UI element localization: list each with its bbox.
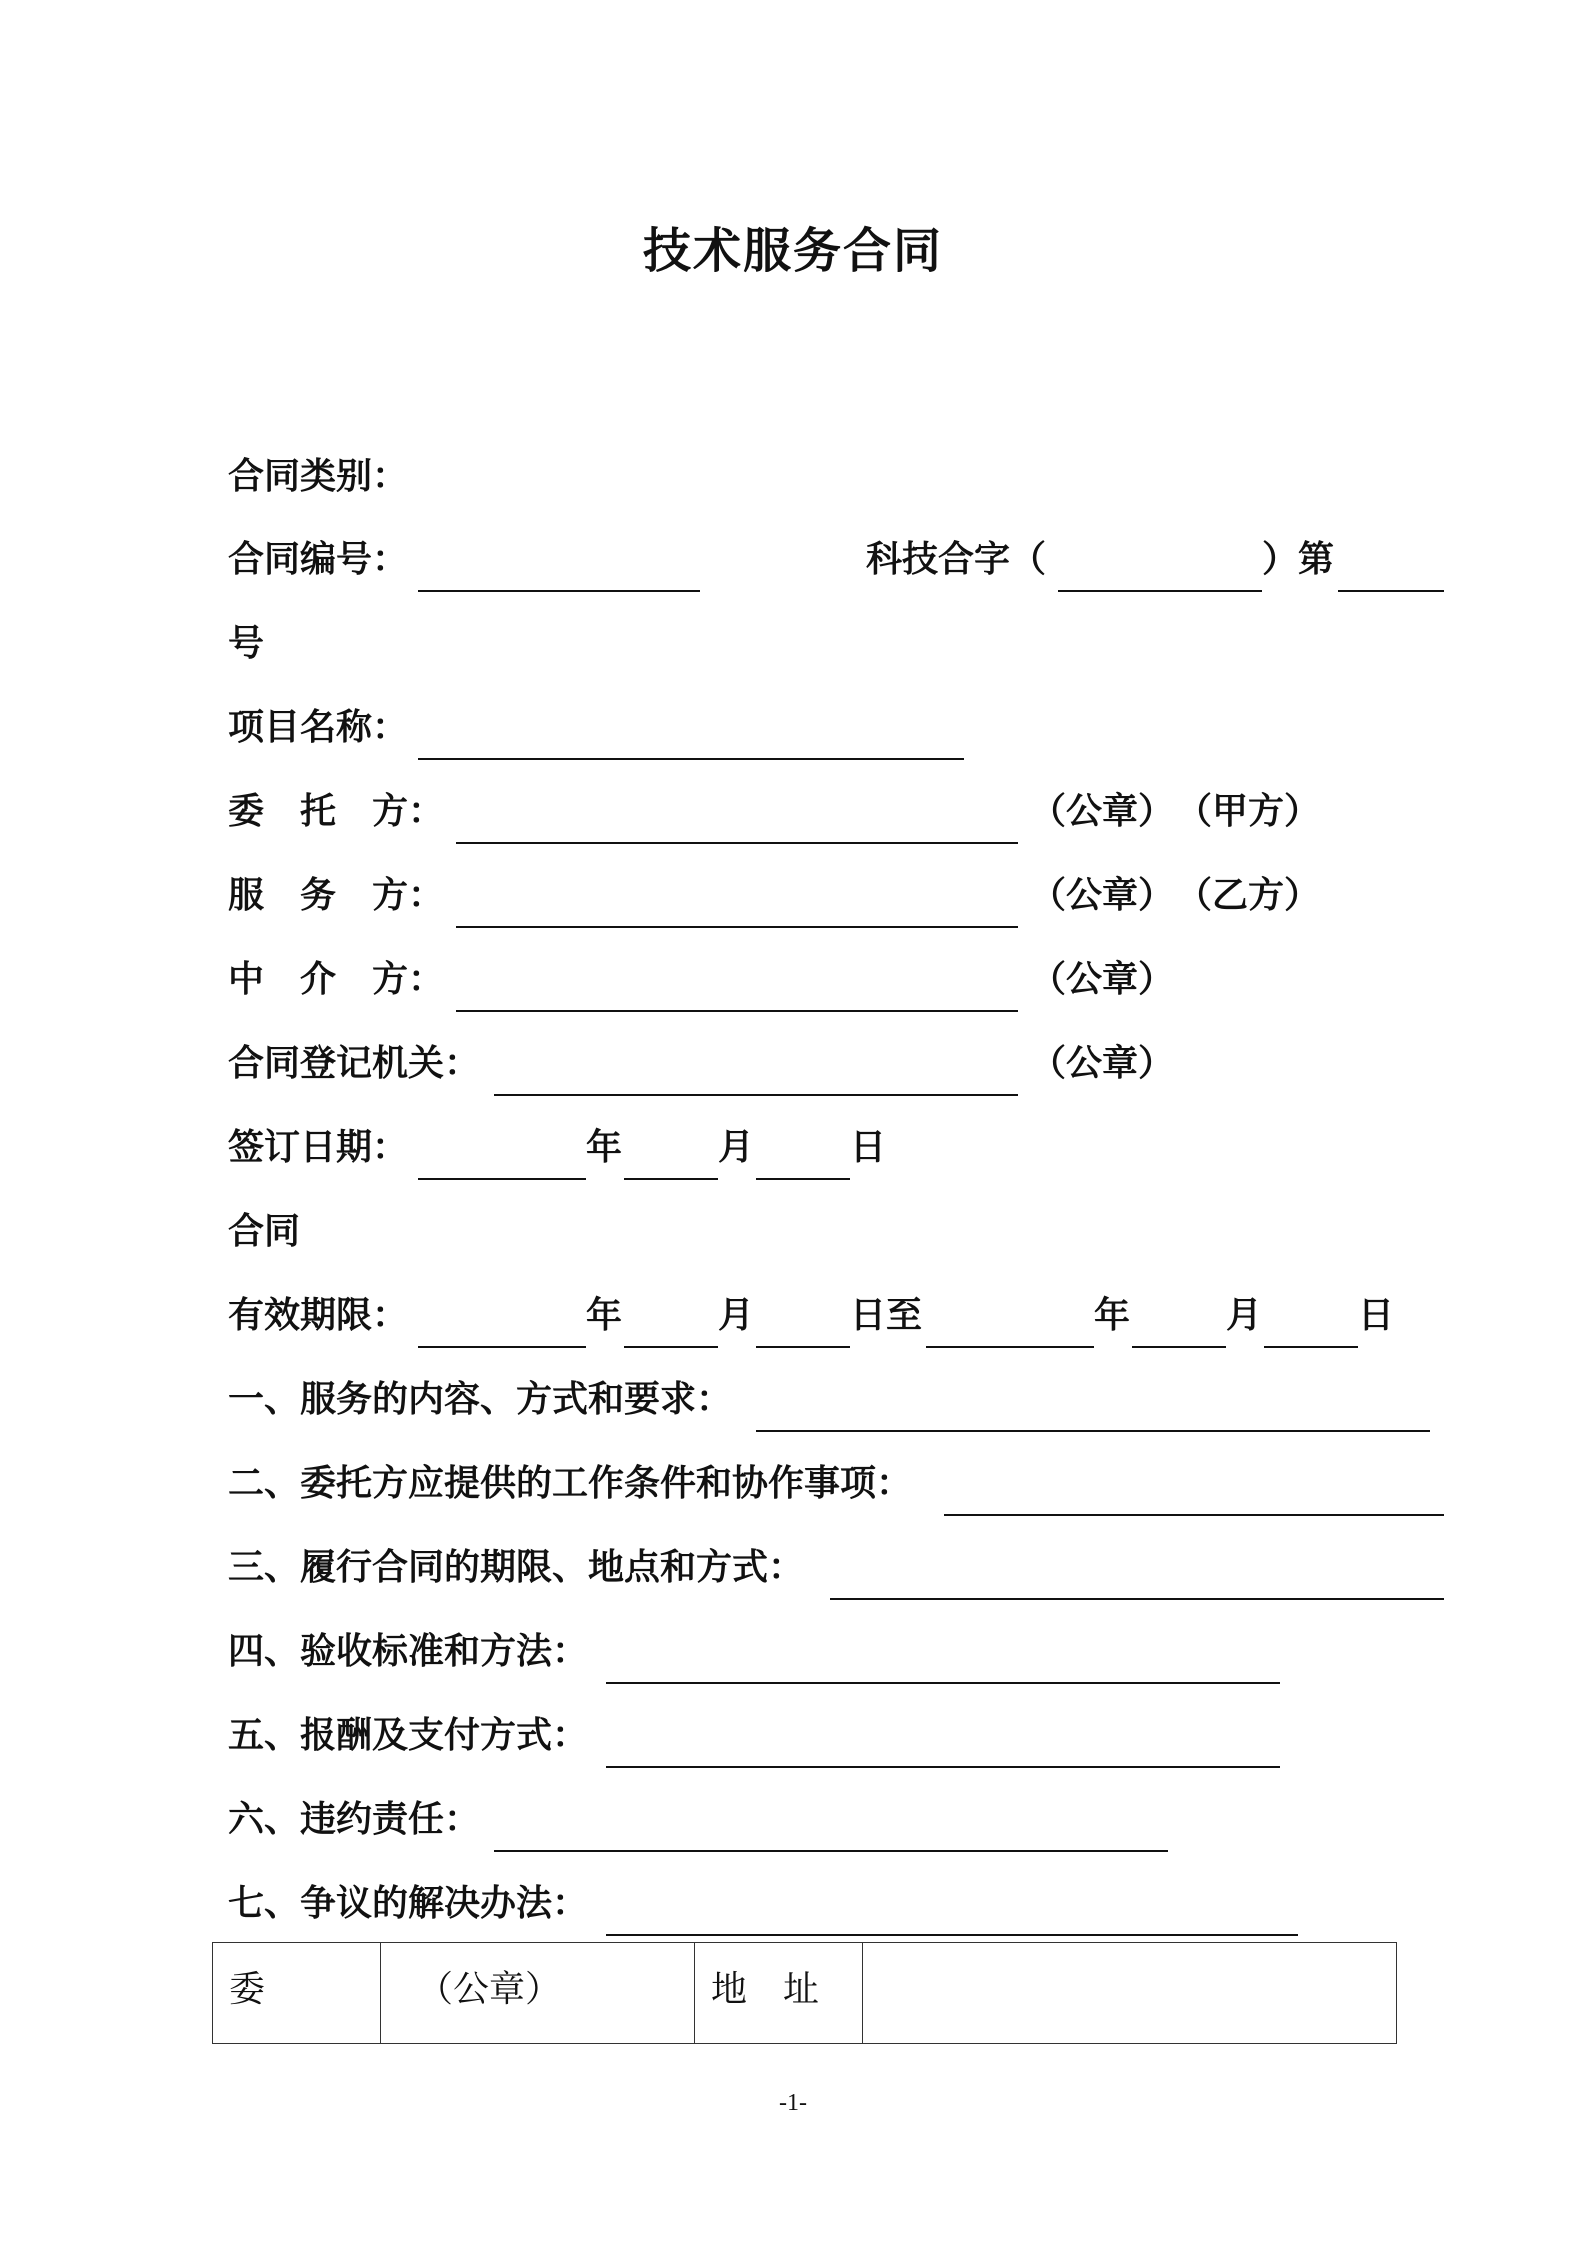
section-7-label: 七、争议的解决办法： <box>228 1883 589 1924</box>
section-5-field[interactable] <box>606 1766 1280 1768</box>
project-name-field[interactable] <box>418 758 964 760</box>
client-seal-label: （公章） <box>1030 791 1175 832</box>
tech-contract-code-field[interactable] <box>1058 590 1262 592</box>
agent-label: 中 介 方： <box>228 959 445 1000</box>
signature-info-table <box>212 1942 1397 2044</box>
section-5-label: 五、报酬及支付方式： <box>228 1715 589 1756</box>
start-month-field[interactable] <box>624 1346 718 1348</box>
agent-seal-label: （公章） <box>1030 959 1175 1000</box>
provider-seal-label: （公章） <box>1030 875 1175 916</box>
section-3-label: 三、履行合同的期限、地点和方式： <box>228 1547 805 1588</box>
table-cell-seal: （公章） <box>381 1943 695 2044</box>
sign-year-field[interactable] <box>418 1178 586 1180</box>
tech-contract-prefix: 科技合字（ <box>866 539 1047 580</box>
start-day-field[interactable] <box>756 1346 850 1348</box>
section-4-label: 四、验收标准和方法： <box>228 1631 589 1672</box>
table-cell-address-value[interactable] <box>863 1943 1397 2044</box>
contract-number-label: 合同编号： <box>228 539 409 580</box>
project-name-label: 项目名称： <box>228 707 409 748</box>
start-month-label: 月 <box>718 1295 755 1336</box>
table-row <box>213 1943 1397 2044</box>
start-year-field[interactable] <box>418 1346 586 1348</box>
section-4-field[interactable] <box>606 1682 1280 1684</box>
tech-contract-mid: ）第 <box>1262 539 1335 580</box>
sign-month-field[interactable] <box>624 1178 718 1180</box>
sign-month-label: 月 <box>718 1127 755 1168</box>
validity-label: 有效期限： <box>228 1295 409 1336</box>
contract-number-field[interactable] <box>418 590 700 592</box>
section-2-label: 二、委托方应提供的工作条件和协作事项： <box>228 1463 913 1504</box>
provider-field[interactable] <box>456 926 1018 928</box>
contract-word: 合同 <box>228 1211 301 1252</box>
end-month-label: 月 <box>1226 1295 1263 1336</box>
sign-year-label: 年 <box>586 1127 623 1168</box>
sign-date-label: 签订日期： <box>228 1127 409 1168</box>
end-day-label: 日 <box>1358 1295 1395 1336</box>
document-title: 技术服务合同 <box>642 223 943 279</box>
provider-label: 服 务 方： <box>228 875 445 916</box>
section-6-field[interactable] <box>494 1850 1168 1852</box>
registry-seal-label: （公章） <box>1030 1043 1175 1084</box>
table-cell-client: 委 <box>213 1943 381 2044</box>
section-6-label: 六、违约责任： <box>228 1799 481 1840</box>
section-7-field[interactable] <box>606 1934 1298 1936</box>
page-number: -1- <box>779 2090 807 2116</box>
agent-field[interactable] <box>456 1010 1018 1012</box>
contract-type-label: 合同类别： <box>228 456 409 497</box>
start-year-label: 年 <box>586 1295 623 1336</box>
sign-day-label: 日 <box>850 1127 887 1168</box>
party-a-label: （甲方） <box>1176 791 1321 832</box>
party-b-label: （乙方） <box>1176 875 1321 916</box>
section-2-field[interactable] <box>944 1514 1444 1516</box>
table-cell-address-label: 地 址 <box>695 1943 863 2044</box>
registry-field[interactable] <box>494 1094 1018 1096</box>
hao-label: 号 <box>228 623 265 664</box>
section-3-field[interactable] <box>830 1598 1444 1600</box>
section-1-field[interactable] <box>756 1430 1430 1432</box>
end-day-field[interactable] <box>1264 1346 1358 1348</box>
client-label: 委 托 方： <box>228 791 445 832</box>
section-1-label: 一、服务的内容、方式和要求： <box>228 1379 733 1420</box>
day-to-label: 日至 <box>850 1295 923 1336</box>
end-year-field[interactable] <box>926 1346 1094 1348</box>
tech-contract-seq-field[interactable] <box>1338 590 1444 592</box>
end-year-label: 年 <box>1094 1295 1131 1336</box>
registry-label: 合同登记机关： <box>228 1043 481 1084</box>
client-field[interactable] <box>456 842 1018 844</box>
end-month-field[interactable] <box>1132 1346 1226 1348</box>
sign-day-field[interactable] <box>756 1178 850 1180</box>
